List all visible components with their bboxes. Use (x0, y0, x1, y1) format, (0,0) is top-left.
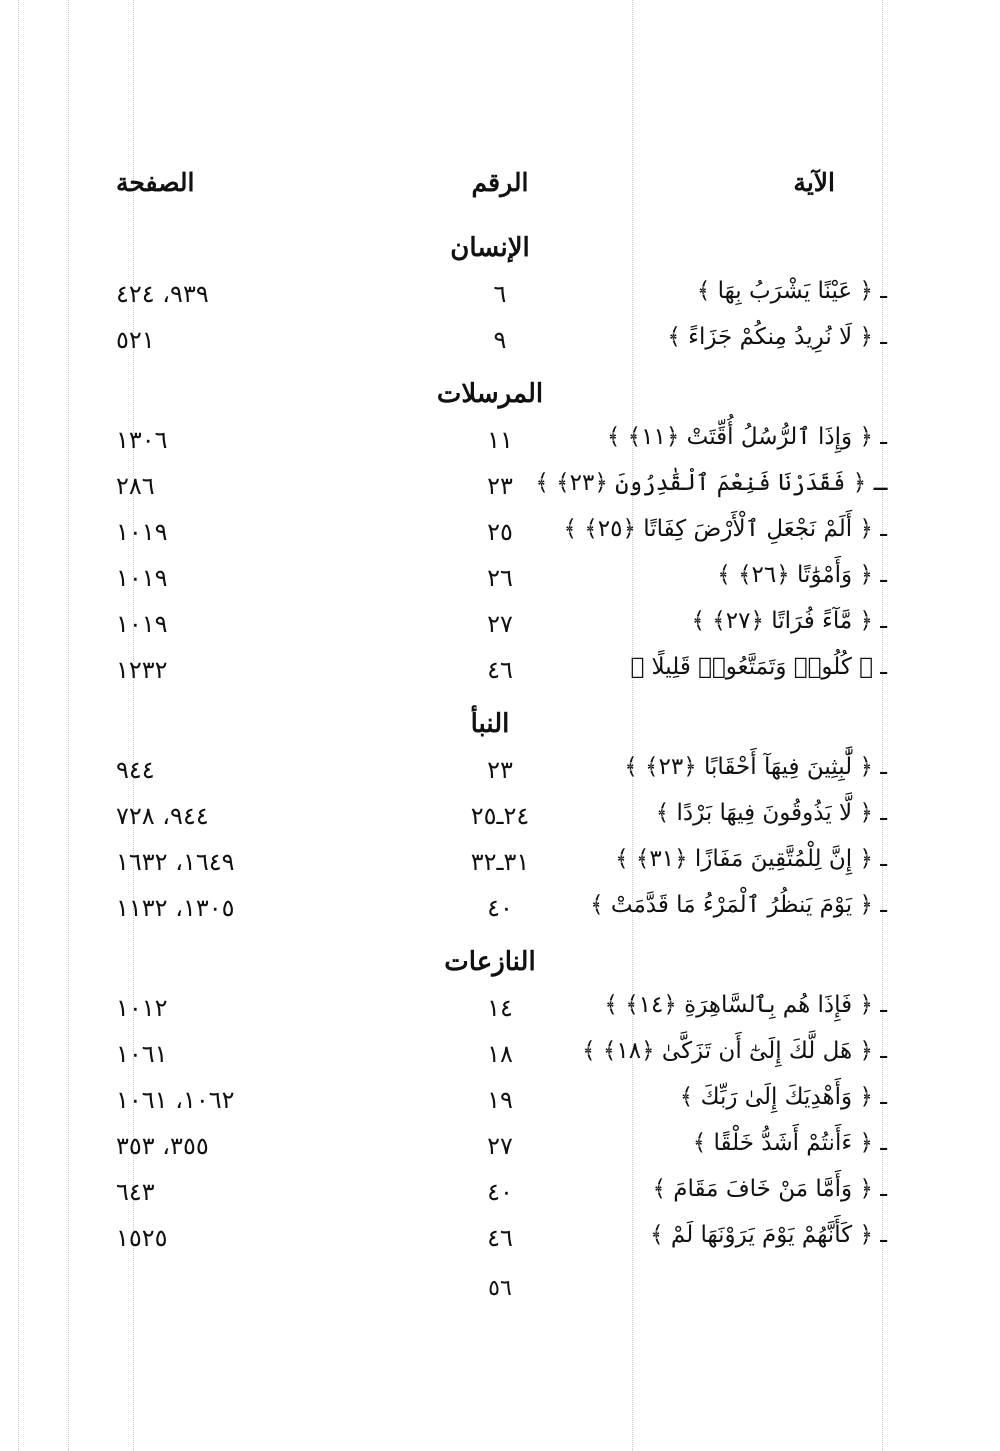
verse-number: ١١ (487, 426, 513, 454)
index-row (0, 558, 1000, 604)
verse-number: ٦ (493, 280, 507, 308)
surah-heading: المرسلات (436, 379, 544, 409)
page-refs: ١٦٤٩، ١٦٣٢ (116, 848, 235, 876)
verse-text: ـ ﴿ يَوْمَ يَنظُرُ ٱلْمَرْءُ مَا قَدَّمَتْ ﴾ (590, 892, 887, 918)
verse-text: ـ ﴿ فَإِذَا هُم بِٱلسَّاهِرَةِ ﴿١٤﴾ ﴾ (604, 992, 887, 1018)
verse-number: ٢٤ـ٢٥ (470, 802, 530, 830)
page-refs: ١٣٠٥، ١١٣٢ (116, 894, 235, 922)
page-refs: ١٢٣٢ (116, 656, 168, 684)
header-number: الرقم (471, 168, 529, 197)
index-row (0, 1034, 1000, 1080)
page-refs: ٩٤٤ (116, 756, 155, 784)
page-refs: ١٠١٩ (116, 518, 168, 546)
page-refs: ١٠٦٢، ١٠٦١ (116, 1086, 235, 1114)
verse-text: ـ ﴿ هَل لَّكَ إِلَىٰٓ أَن تَزَكَّىٰ ﴿١٨﴾ ﴾ (582, 1038, 887, 1064)
section-gap (0, 1264, 1000, 1272)
page-refs: ١٠٦١ (116, 1040, 168, 1068)
verse-number: ٤٠ (487, 894, 513, 922)
index-row (0, 420, 1000, 466)
index-row (0, 888, 1000, 934)
verse-number: ٢٣ (487, 756, 513, 784)
section-gap (0, 696, 1000, 704)
verse-text: ـ ﴿ إِنَّ لِلْمُتَّقِينَ مَفَازًا ﴿٣١﴾ ﴾ (615, 846, 887, 872)
verse-number: ٢٣ (487, 472, 513, 500)
verse-text: ـ ﴿ عَيْنًا يَشْرَبُ بِهَا ﴾ (696, 278, 887, 304)
index-row (0, 796, 1000, 842)
page-refs: ١٥٢٥ (116, 1224, 168, 1252)
verse-number: ٢٧ (487, 1132, 513, 1160)
verse-number: ٤٦ (487, 1224, 513, 1252)
index-body (0, 228, 1000, 1272)
page-refs: ٩٤٤، ٧٢٨ (116, 802, 209, 830)
verse-text: ـ ﴿ لَا نُرِيدُ مِنكُمْ جَزَاءً ﴾ (667, 324, 887, 350)
index-row (0, 512, 1000, 558)
verse-text: ـ ﴿ كُلُوا۟ وَتَمَتَّعُوا۟ قَلِيلًا ﴾ (630, 654, 887, 680)
verse-text: ـ ﴿ وَأَمَّا مَنْ خَافَ مَقَامَ ﴾ (652, 1176, 887, 1202)
verse-text: ـ ﴿ وَإِذَا ٱلرُّسُلُ أُقِّتَتْ ﴿١١﴾ ﴾ (606, 424, 887, 450)
column-header (0, 168, 1000, 208)
verse-text: ـ ﴿ لَّٰبِثِينَ فِيهَآ أَحْقَابًا ﴿٢٣﴾ ﴾ (624, 754, 887, 780)
surah-heading: النبأ (470, 709, 510, 739)
page-refs: ١٠١٩ (116, 610, 168, 638)
section-gap (0, 366, 1000, 374)
index-row (0, 466, 1000, 512)
page-number: ٥٦ (488, 1276, 512, 1301)
verse-number: ٣١ـ٣٢ (470, 848, 530, 876)
verse-number: ٢٥ (487, 518, 513, 546)
verse-number: ٤٦ (487, 656, 513, 684)
page-refs: ٢٨٦ (116, 472, 155, 500)
page-refs: ١٠١٢ (116, 994, 168, 1022)
verse-text: ـ ﴿ وَأَمْوَٰتًا ﴿٢٦﴾ ﴾ (717, 562, 887, 588)
section-gap (0, 934, 1000, 942)
index-row (0, 274, 1000, 320)
index-row (0, 988, 1000, 1034)
page-refs: ٦٤٣ (116, 1178, 155, 1206)
surah-heading: النازعات (444, 947, 536, 977)
index-row (0, 604, 1000, 650)
verse-number: ٤٠ (487, 1178, 513, 1206)
index-row (0, 1218, 1000, 1264)
index-row (0, 842, 1000, 888)
verse-text: ـ ﴿ كَأَنَّهُمْ يَوْمَ يَرَوْنَهَا لَمْ ﴾ (650, 1222, 887, 1248)
verse-number: ٢٦ (487, 564, 513, 592)
page-refs: ٣٥٥، ٣٥٣ (116, 1132, 209, 1160)
header-page: الصفحة (116, 168, 195, 197)
verse-number: ٩ (493, 326, 507, 354)
verse-text: ـ ﴿ وَأَهْدِيَكَ إِلَىٰ رَبِّكَ ﴾ (679, 1084, 887, 1110)
verse-text: ـ ﴿ ءَأَنتُمْ أَشَدُّ خَلْقًا ﴾ (692, 1130, 887, 1156)
surah-heading: الإنسان (450, 233, 530, 263)
page-refs: ٩٣٩، ٤٢٤ (116, 280, 209, 308)
verse-number: ١٨ (487, 1040, 513, 1068)
index-row (0, 1126, 1000, 1172)
index-row (0, 1080, 1000, 1126)
verse-text: ـ ﴿ مَّآءً فُرَاتًا ﴿٢٧﴾ ﴾ (691, 608, 887, 634)
index-row (0, 750, 1000, 796)
index-row (0, 650, 1000, 696)
verse-text: ـ ﴿ أَلَمْ نَجْعَلِ ٱلْأَرْضَ كِفَاتًا ﴿٢٥﴾ ﴾ (563, 516, 887, 542)
verse-number: ١٩ (487, 1086, 513, 1114)
page-refs: ١٠١٩ (116, 564, 168, 592)
page-refs: ٥٢١ (116, 326, 155, 354)
verse-text: ـ ﴿ فَقَدَرْنَا فَنِعْمَ ٱلْقَٰدِرُونَ ﴿٢٣﴾ ﴾ (535, 470, 887, 496)
header-verse: الآية (793, 168, 835, 197)
verse-text: ـ ﴿ لَّا يَذُوقُونَ فِيهَا بَرْدًا ﴾ (655, 800, 887, 826)
page-refs: ١٣٠٦ (116, 426, 168, 454)
verse-number: ١٤ (487, 994, 513, 1022)
index-row (0, 1172, 1000, 1218)
index-row (0, 320, 1000, 366)
verse-number: ٢٧ (487, 610, 513, 638)
